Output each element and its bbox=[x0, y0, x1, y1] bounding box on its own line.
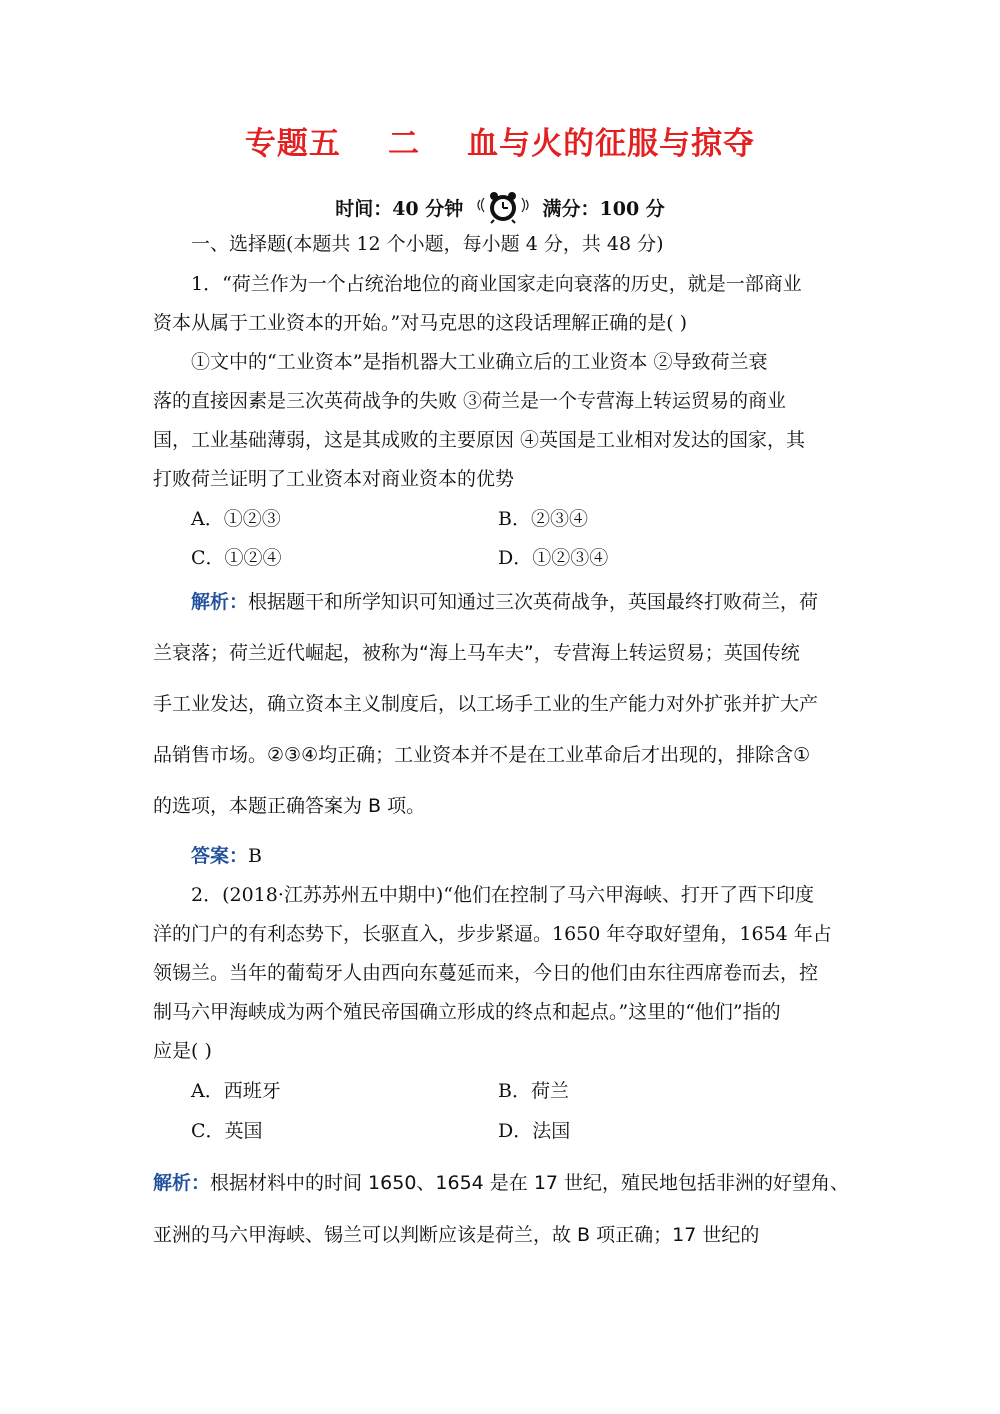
q2-analysis-line-2: 亚洲的马六甲海峡、锡兰可以判断应该是荷兰，故 B 项正确；17 世纪的 bbox=[153, 1224, 760, 1246]
q1-analysis-text-1: 根据题干和所学知识可知通过三次英荷战争，英国最终打败荷兰，荷 bbox=[248, 591, 819, 613]
time-label: 时间：40 分钟 bbox=[335, 197, 464, 220]
q1-line-1: 1．“荷兰作为一个占统治地位的商业国家走向衰落的历史，就是一部商业 bbox=[191, 273, 802, 295]
q2-analysis-tag: 解析： bbox=[153, 1172, 211, 1194]
q2-line-3: 领锡兰。当年的葡萄牙人由西向东蔓延而来，今日的他们由东往西席卷而去，控 bbox=[153, 962, 819, 984]
q1-analysis-line-3: 手工业发达，确立资本主义制度后，以工场手工业的生产能力对外扩张并扩大产 bbox=[153, 693, 819, 715]
q1-line-3: ①文中的“工业资本”是指机器大工业确立后的工业资本 ②导致荷兰衰 bbox=[191, 351, 768, 373]
q1-answer-tag: 答案： bbox=[191, 845, 249, 867]
q1-analysis-tag: 解析： bbox=[191, 591, 249, 613]
q2-line-1 bbox=[191, 884, 888, 906]
q2-option-c: C．英国 bbox=[191, 1120, 263, 1142]
q2-line-4: 制马六甲海峡成为两个殖民帝国确立形成的终点和起点。”这里的“他们”指的 bbox=[153, 1001, 781, 1023]
alarm-clock-icon bbox=[474, 190, 532, 224]
section-heading: 一、选择题(本题共 12 个小题，每小题 4 分，共 48 分) bbox=[191, 233, 664, 255]
page-title: 专题五 二 血与火的征服与掠夺 bbox=[244, 126, 756, 162]
q2-analysis-line-1 bbox=[153, 1172, 850, 1194]
time-score-line bbox=[0, 190, 1000, 224]
q1-answer-line bbox=[191, 845, 888, 867]
q2-option-b: B．荷兰 bbox=[498, 1080, 569, 1102]
q1-line-6: 打败荷兰证明了工业资本对商业资本的优势 bbox=[153, 468, 515, 490]
q1-answer-value: B bbox=[248, 845, 262, 867]
q1-option-d: D．①②③④ bbox=[498, 547, 609, 569]
q2-line-1-text: 2．(2018·江苏苏州五中期中)“他们在控制了马六甲海峡、打开了西下印度 bbox=[191, 884, 815, 906]
q1-analysis-line-5: 的选项，本题正确答案为 B 项。 bbox=[153, 795, 426, 817]
q1-option-a: A．①②③ bbox=[191, 508, 281, 530]
q2-option-a: A．西班牙 bbox=[191, 1080, 281, 1102]
score-label: 满分：100 分 bbox=[542, 197, 665, 220]
q1-line-5: 国，工业基础薄弱，这是其成败的主要原因 ④英国是工业相对发达的国家，其 bbox=[153, 429, 806, 451]
q2-line-5: 应是( ) bbox=[153, 1040, 212, 1062]
q1-analysis-line-4: 品销售市场。②③④均正确；工业资本并不是在工业革命后才出现的，排除含① bbox=[153, 744, 811, 766]
q2-option-d: D．法国 bbox=[498, 1120, 571, 1142]
q1-line-4: 落的直接因素是三次英荷战争的失败 ③荷兰是一个专营海上转运贸易的商业 bbox=[153, 390, 787, 412]
q1-option-b: B．②③④ bbox=[498, 508, 588, 530]
q1-line-2: 资本从属于工业资本的开始。”对马克思的这段话理解正确的是( ) bbox=[153, 312, 688, 334]
q2-analysis-text-1: 根据材料中的时间 1650、1654 是在 17 世纪，殖民地包括非洲的好望角、 bbox=[210, 1172, 850, 1194]
q1-analysis-line-1 bbox=[191, 591, 888, 613]
q1-analysis-line-2: 兰衰落；荷兰近代崛起，被称为“海上马车夫”，专营海上转运贸易；英国传统 bbox=[153, 642, 800, 664]
q2-line-2: 洋的门户的有利态势下，长驱直入，步步紧逼。1650 年夺取好望角，1654 年占 bbox=[153, 923, 832, 945]
q1-option-c: C．①②④ bbox=[191, 547, 282, 569]
